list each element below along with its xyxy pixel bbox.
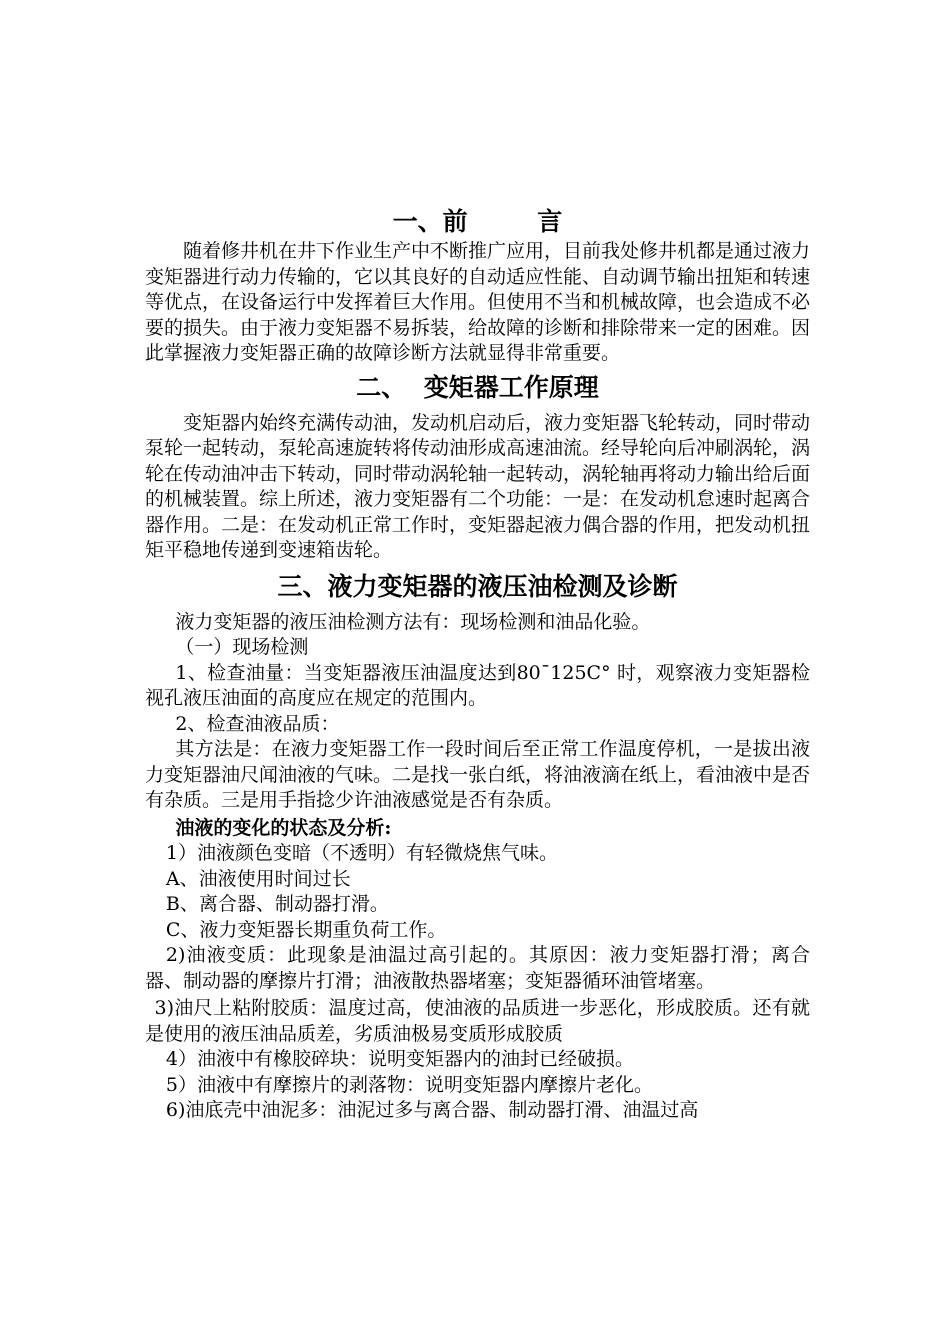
section-heading-principle: 二、 变矩器工作原理: [356, 372, 599, 402]
state-4: 4）油液中有橡胶碎块：说明变矩器内的油封已经破损。: [165, 1048, 634, 1070]
foreword-paragraph: 随着修井机在井下作业生产中不断推广应用，目前我处修井机都是通过液力变矩器进行动力传输的，它以其良好的自动适应性能、自动调节输出扭矩和转速等优点，在设备运行中发挥着巨大作用。但使用不当和机械故障，也会造成不必要的损失。由于液力变矩器不易拆装，给故障的诊断和排除带来一定的困难。因此掌握液力变矩器正确的故障诊断方法就显得非常重要。: [145, 240, 811, 364]
detection-intro: 液力变矩器的液压油检测方法有：现场检测和油品化验。: [175, 610, 651, 633]
state-6: 6)油底壳中油泥多：油泥过多与离合器、制动器打滑、油温过高: [165, 1099, 699, 1121]
section-heading-foreword: 一、前 言: [392, 207, 563, 236]
state-5: 5）油液中有摩擦片的剥落物：说明变矩器内摩擦片老化。: [165, 1073, 653, 1096]
state-1-c: C、液力变矩器长期重负荷工作。: [165, 918, 447, 941]
analysis-title: 油液的变化的状态及分析:: [175, 816, 392, 839]
subheading-onsite-detection: （一）现场检测: [175, 636, 309, 658]
document-page: [145, 205, 810, 1124]
method-paragraph: 其方法是：在液力变矩器工作一段时间后至正常工作温度停机，一是拔出液力变矩器油尺闻油液的气味。二是找一张白纸，将油液滴在纸上，看油液中是否有杂质。三是用手指捻少许油液感觉是否有杂质。: [145, 738, 811, 811]
state-1: 1）油液颜色变暗（不透明）有轻微烧焦气味。: [165, 842, 558, 864]
state-3: 3)油尺上粘附胶质：温度过高，使油液的品质进一步恶化，形成胶质。还有就是使用的液压油品质差，劣质油极易变质形成胶质: [145, 997, 810, 1045]
item-check-oil-level: 1、检查油量：当变矩器液压油温度达到80¯125C° 时，观察液力变矩器检视孔液压油面的高度应在规定的范围内。: [145, 661, 810, 709]
state-1-a: A、油液使用时间过长: [165, 867, 351, 890]
section-heading-oil-detection: 三、液力变矩器的液压油检测及诊断: [277, 571, 678, 601]
state-1-b: B、离合器、制动器打滑。: [165, 893, 389, 915]
item-check-oil-quality: 2、检查油液品质：: [175, 712, 340, 735]
principle-paragraph: 变矩器内始终充满传动油，发动机启动后，液力变矩器飞轮转动，同时带动泵轮一起转动，泵轮高速旋转将传动油形成高速油流。经导轮向后冲刷涡轮，涡轮在传动油冲击下转动，同时带动涡轮轴一起转动，涡轮轴再将动力输出给后面的机械装置。综上所述，液力变矩器有二个功能：一是：在发动机怠速时起离合器作用。二是：在发动机正常工作时，变矩器起液力偶合器的作用，把发动机扭矩平稳地传递到变速箱齿轮。: [145, 411, 811, 561]
state-2: 2)油液变质：此现象是油温过高引起的。其原因：液力变矩器打滑；离合器、制动器的摩擦片打滑；油液散热器堵塞；变矩器循环油管堵塞。: [145, 944, 810, 992]
